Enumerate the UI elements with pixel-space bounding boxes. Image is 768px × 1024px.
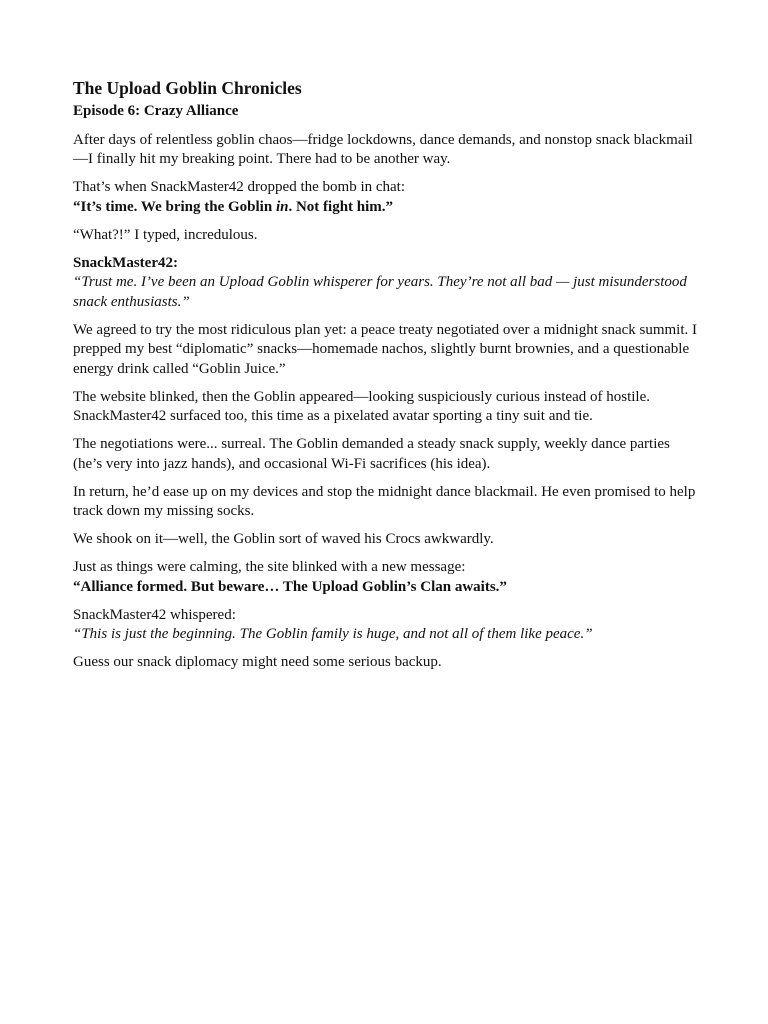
paragraph-9: We shook on it—well, the Goblin sort of waved his Crocs awkwardly. — [73, 531, 494, 547]
paragraph-8: In return, he’d ease up on my devices and stop the midnight dance blackmail. He even promised to help track down my missing socks. — [73, 483, 696, 519]
paragraph-11 — [73, 606, 698, 645]
paragraph-7: The negotiations were... surreal. The Goblin demanded a steady snack supply, weekly dance parties (he’s very into jazz hands), and occasional Wi-Fi sacrifices (his idea). — [73, 436, 670, 472]
paragraph-3: “What?!” I typed, incredulous. — [73, 226, 258, 243]
paragraph-11-intro: SnackMaster42 whispered: — [73, 606, 236, 623]
paragraph-1: After days of relentless goblin chaos—fridge lockdowns, dance demands, and nonstop snack blackmail—I finally hit my breaking point. There had to be another way. — [73, 131, 693, 167]
paragraph-12: Guess our snack diplomacy might need some serious backup. — [73, 654, 442, 670]
paragraph-2-quote — [73, 198, 698, 218]
speaker-quote: “Trust me. I’ve been an Upload Goblin whisperer for years. They’re not all bad — just misunderstood snack enthusiasts.” — [73, 274, 687, 310]
quote-part-a: “It’s time. We bring the Goblin — [73, 198, 276, 215]
paragraph-10-intro: Just as things were calming, the site blinked with a new message: — [73, 559, 466, 575]
paragraph-6: The website blinked, then the Goblin appeared—looking suspiciously curious instead of hostile. SnackMaster42 surfaced too, this time as a pixelated avatar sporting a tiny suit and tie. — [73, 388, 650, 424]
quote-emphasis: in — [275, 198, 289, 215]
paragraph-5: We agreed to try the most ridiculous plan yet: a peace treaty negotiated over a midnight snack summit. I prepped my best “diplomatic” snacks—homemade nachos, slightly burnt brownies, and a questionable energy drink called “Goblin Juice.” — [73, 321, 698, 377]
quote-part-b: . Not fight him.” — [288, 198, 394, 215]
document-title: The Upload Goblin Chronicles — [73, 78, 302, 98]
paragraph-2-intro: That’s when SnackMaster42 dropped the bomb in chat: — [73, 179, 406, 195]
paragraph-10-quote: “Alliance formed. But beware… The Upload Goblin’s Clan awaits.” — [73, 578, 507, 595]
paragraph-11-quote: “This is just the beginning. The Goblin family is huge, and not all of them like peace.” — [73, 626, 593, 642]
speaker-label: SnackMaster42: — [73, 254, 178, 271]
paragraph-10 — [73, 558, 698, 597]
paragraph-2 — [73, 178, 698, 217]
episode-heading: Episode 6: Crazy Alliance — [73, 103, 239, 119]
paragraph-4 — [73, 254, 698, 313]
